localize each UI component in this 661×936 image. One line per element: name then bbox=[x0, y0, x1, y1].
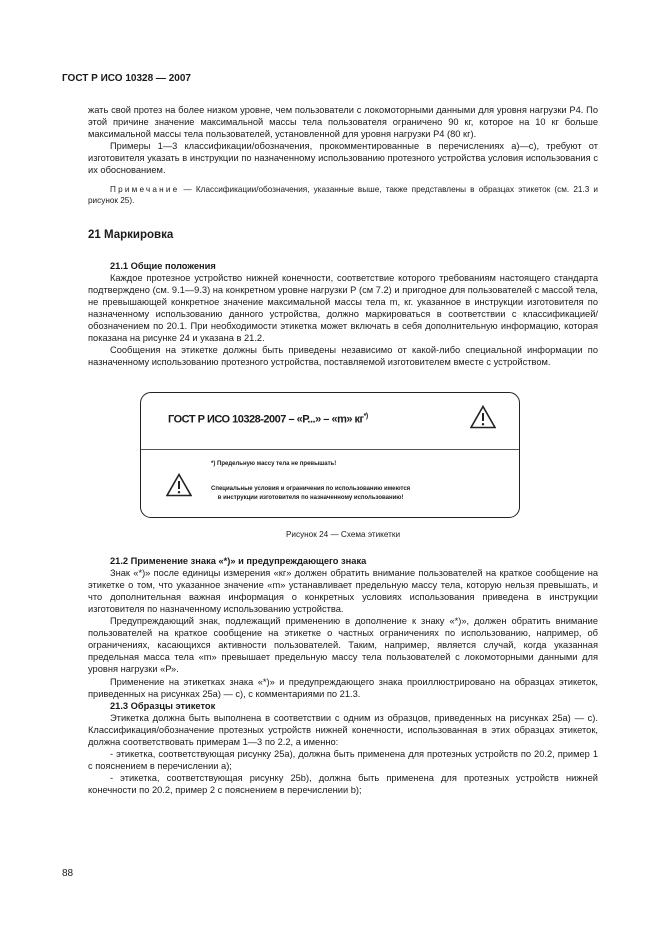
label-conditions bbox=[211, 485, 410, 503]
document-header: ГОСТ Р ИСО 10328 — 2007 bbox=[62, 73, 191, 84]
warning-triangle-icon bbox=[470, 405, 496, 429]
note-label: Примечание bbox=[110, 184, 180, 194]
page-content bbox=[88, 104, 598, 796]
warning-triangle-icon bbox=[166, 473, 192, 497]
label-scheme-figure bbox=[140, 392, 520, 518]
subsection-21-2-paragraph-2: Предупреждающий знак, подлежащий применению в дополнение к знаку «*)», должен обратить внимание пользователей на краткое сообщение на этикетке о частных ограничениях по использованию, например, об ограничениях, касающихся активности пользователей. Таким, например, является случай, когда указанная предельная масса тела «m» превышает предельную массу тела пользователей с локомоторными данными для уровня нагрузки «Р». bbox=[88, 616, 598, 675]
subsection-21-2-title: 21.2 Применение знака «*)» и предупреждающего знака bbox=[110, 555, 367, 566]
subsection-21-3-list-item-2: - этикетка, соответствующая рисунку 25b), должна быть применена для протезных устройств нижней конечности по 20.2, пример 2 с пояснением в перечислении b); bbox=[88, 773, 598, 796]
label-conditions-line-1: Специальные условия и ограничения по использованию имеются bbox=[211, 485, 411, 492]
subsection-21-1-paragraph-2: Сообщения на этикетке должны быть приведены независимо от какой-либо специальной информации по назначенному использованию протезного устройства, поставляемой изготовителем вместе с устройством. bbox=[88, 345, 598, 368]
label-top-section bbox=[141, 393, 519, 450]
label-mass-warning: *) Предельную массу тела не превышать! bbox=[211, 460, 337, 467]
subsection-21-1-paragraph-1: Каждое протезное устройство нижней конечности, соответствие которого требованиям настоящего стандарта подтверждено (см. 9.1—9.3) на конкретном уровне нагрузки Р (см 7.2) и пригодное для пользователей с массой тела, не превышающей конкретное значение максимальной массы тела m, кг. указанное в инструкции изготовителя по назначенному использованию данного устройства, должно маркироваться в соответствии с классификацией/обозначением по 20.1. При необходимости этикетка может включать в себя дополнительную информацию, которая показана на рисунке 24 и указана в 21.2. bbox=[88, 272, 598, 344]
figure-caption: Рисунок 24 — Схема этикетки bbox=[285, 529, 401, 539]
subsection-21-2-paragraph-1: Знак «*)» после единицы измерения «кг» должен обратить внимание пользователей на краткое сообщение на этикетке о том, что указанное значение «m» устанавливает предельную массу тела, которую нельзя превышать, и что дополнительная важная информация о конкретных условиях использования приведена в инструкции изготовителя по назначенному использованию устройства. bbox=[88, 567, 598, 614]
label-main-text: ГОСТ Р ИСО 10328-2007 – «Р...» – «m» кг*) bbox=[168, 412, 368, 426]
subsection-21-3-paragraph-1: Этикетка должна быть выполнена в соответствии с одним из образцов, приведенных на рисунках 25а) — с). Классификация/обозначение протезных устройств нижней конечности, использованная в этих образцах этикеток, должна соответствовать примерам 1—3 по 2.2, а именно: bbox=[88, 712, 598, 747]
paragraph-continued: жать свой протез на более низком уровне, чем пользователи с локомоторными данными для уровня нагрузки Р4. По этой причине значение максимальной массы тела пользователя ограничено 90 кг, которое на 10 кг больше максимальной массы тела пользователей, установленной для уровня нагрузки Р4 (80 кг). bbox=[88, 105, 598, 140]
section-title: 21 Маркировка bbox=[88, 228, 174, 241]
subsection-21-1-title: 21.1 Общие положения bbox=[110, 260, 216, 271]
page-number: 88 bbox=[62, 868, 74, 879]
subsection-21-3-title: 21.3 Образцы этикеток bbox=[110, 700, 216, 711]
paragraph-examples: Примеры 1—3 классификации/обозначения, прокомментированные в перечислениях а)—с), требуют от изготовителя указать в инструкции по назначенному использованию протезного устройства условия использования с их обоснованием. bbox=[88, 141, 598, 176]
subsection-21-3-list-item-1: - этикетка, соответствующая рисунку 25а), должна быть применена для протезных устройств по 20.2, пример 1 с пояснением в перечислении а); bbox=[88, 749, 598, 772]
label-conditions-line-2: в инструкции изготовителя по назначенному использованию! bbox=[217, 494, 404, 501]
subsection-21-2-paragraph-3: Применение на этикетках знака «*)» и предупреждающего знака проиллюстрировано на образцах этикеток, приведенных на рисунках 25а) — с), с комментариями по 21.3. bbox=[88, 676, 598, 699]
note bbox=[88, 184, 598, 206]
note-text: — Классификации/обозначения, указанные выше, также представлены в образцах этикеток (см. 21.3 и рисунок 25). bbox=[88, 184, 598, 205]
